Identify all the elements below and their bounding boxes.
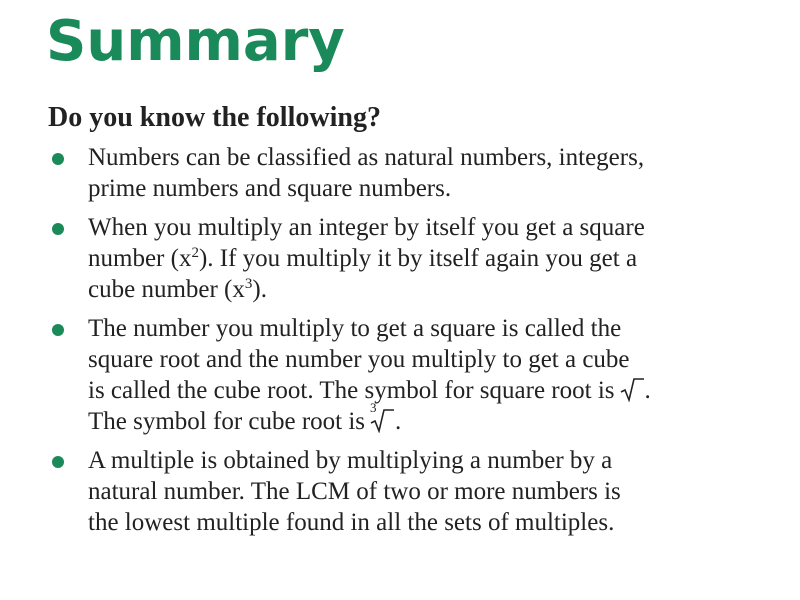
item-text-line: When you multiply an integer by itself you get a square — [88, 214, 645, 241]
item-text-line — [88, 400, 768, 437]
superscript: 2 — [191, 245, 199, 261]
root-index: 3 — [370, 400, 377, 415]
list-item — [48, 212, 768, 305]
item-text-line — [88, 274, 768, 305]
list-item — [48, 445, 768, 538]
item-text-fragment: . — [644, 377, 651, 404]
bullet-icon — [52, 153, 64, 165]
cube-root-icon — [369, 400, 395, 433]
item-text-line: the lowest multiple found in all the sets of multiples. — [88, 509, 615, 536]
square-root-icon — [619, 376, 645, 402]
summary-list — [48, 142, 768, 546]
bullet-icon — [52, 223, 64, 235]
bullet-icon — [52, 324, 64, 336]
item-text-fragment: number (x — [88, 245, 192, 272]
item-text-fragment: is called the cube root. The symbol for square root is — [88, 377, 615, 404]
subheading: Do you know the following? — [48, 102, 381, 133]
item-text-fragment: ). If you multiply it by itself again you get a — [198, 245, 638, 272]
item-text-fragment: . — [395, 408, 402, 435]
list-item — [48, 142, 768, 204]
item-text-line: square root and the number you multiply to get a cube — [88, 346, 630, 373]
item-text-line — [88, 243, 768, 274]
item-text-line: The number you multiply to get a square is called the — [88, 315, 622, 342]
list-item — [48, 313, 768, 437]
item-text-line: prime numbers and square numbers. — [88, 175, 452, 202]
item-text-fragment: The symbol for cube root is — [88, 408, 366, 435]
item-text-fragment: ). — [252, 276, 267, 303]
item-text-fragment: cube number (x — [88, 276, 245, 303]
superscript: 3 — [244, 276, 253, 292]
item-text-line: A multiple is obtained by multiplying a number by a — [88, 447, 613, 474]
item-text-line — [88, 375, 768, 406]
item-text-line: Numbers can be classified as natural numbers, integers, — [88, 144, 645, 171]
item-text-line: natural number. The LCM of two or more numbers is — [88, 478, 621, 505]
bullet-icon — [52, 456, 64, 468]
page-title: Summary — [46, 9, 345, 74]
